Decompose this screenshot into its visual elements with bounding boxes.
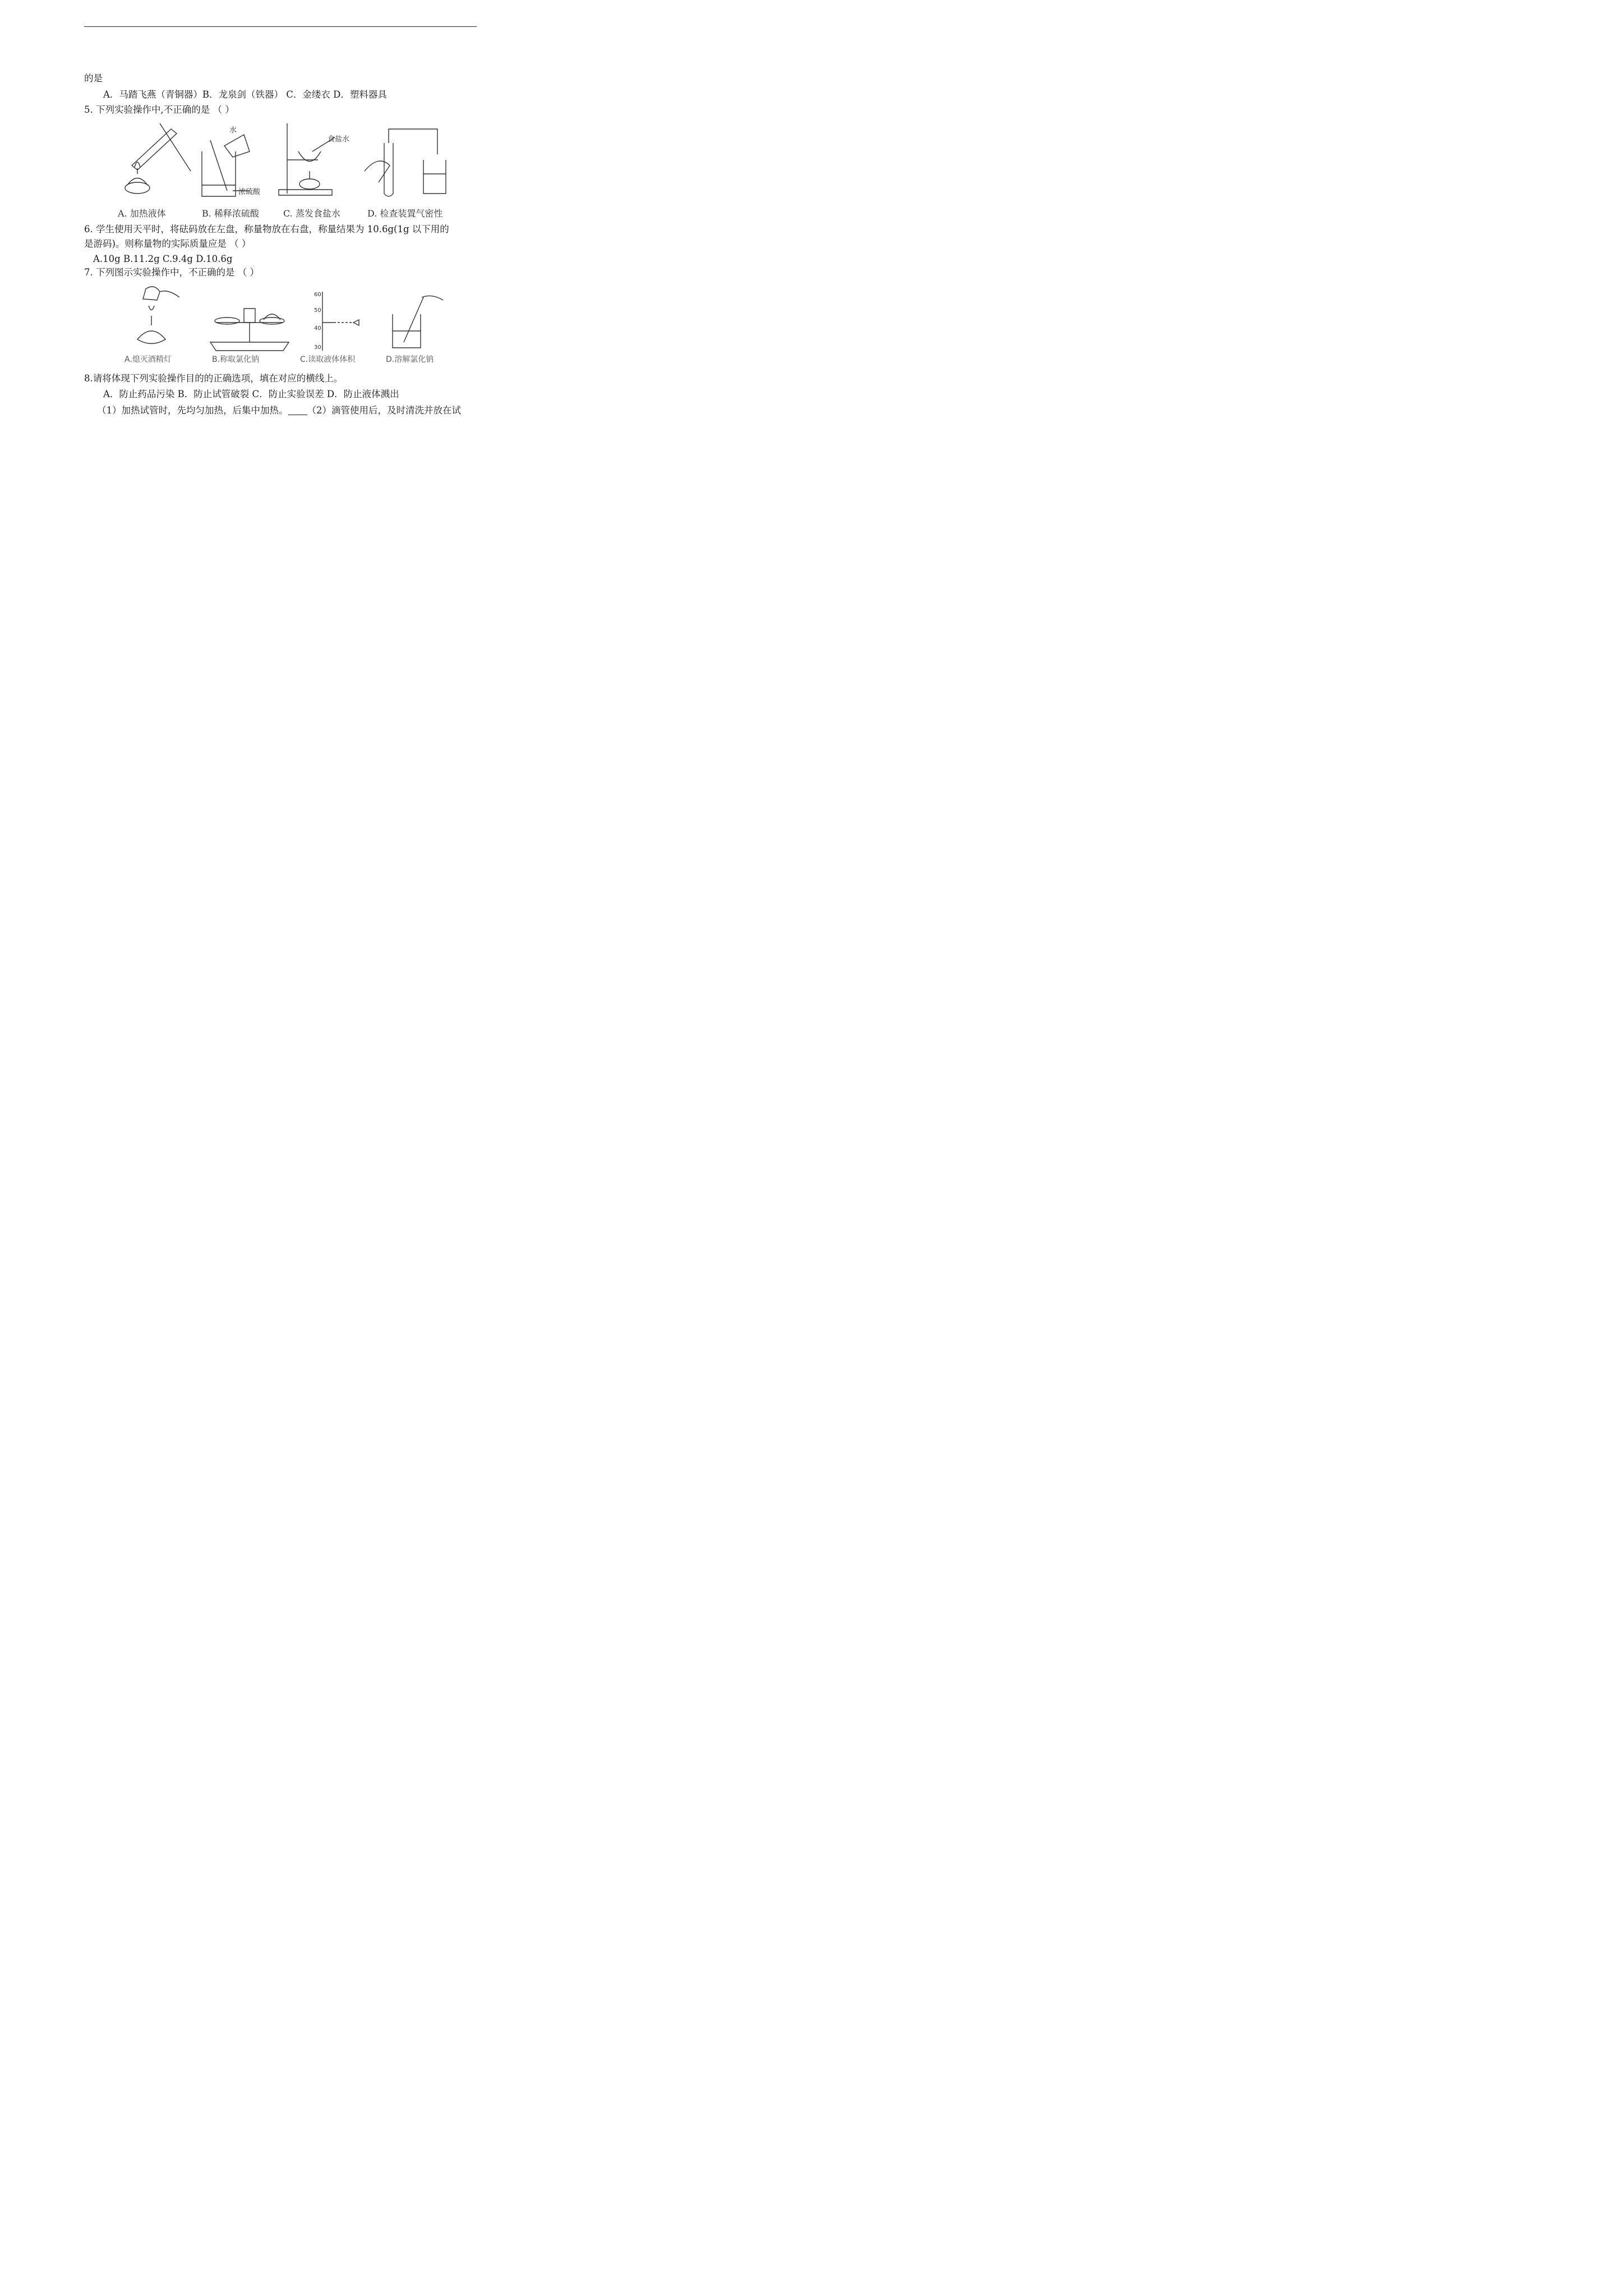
q5-caption-a: A. 加热液体 — [118, 208, 166, 219]
q5-caption-d: D. 检查装置气密性 — [367, 208, 443, 219]
answer-blank[interactable] — [288, 406, 307, 415]
heating-liquid-figure — [115, 118, 188, 202]
q7-caption-c: C.读取液体体积 — [300, 355, 356, 364]
q8-stem: 8.请将体现下列实验操作目的的正确选项，填在对应的横线上。 — [84, 373, 343, 384]
extinguish-lamp-figure — [129, 283, 185, 351]
q8-item-1-text: （1）加热试管时，先均匀加热，后集中加热。 — [97, 405, 288, 416]
acid-label: 浓硫酸 — [238, 188, 261, 196]
q6-stem-2: 是游码)。则称量物的实际质量应是 （ ） — [84, 238, 251, 249]
dissolve-figure — [387, 289, 454, 351]
q7-caption-a: A.熄灭酒精灯 — [125, 355, 172, 364]
q5-stem: 5. 下列实验操作中,不正确的是 （ ） — [84, 104, 234, 115]
salt-water-label: 食盐水 — [328, 135, 350, 144]
q8-item-2-text: （2）滴管使用后，及时清洗并放在试 — [307, 405, 461, 416]
q7-stem: 7. 下列图示实验操作中，不正确的是 （ ） — [84, 267, 259, 278]
q6-stem-1: 6. 学生使用天平时，将砝码放在左盘，称量物放在右盘，称量结果为 10.6g(1g 以下用的 — [84, 224, 449, 234]
q5-caption-b: B. 稀释浓硫酸 — [202, 208, 259, 219]
diluting-acid-figure — [193, 123, 266, 202]
cylinder-figure — [314, 292, 370, 353]
q7-caption-b: B.称取氯化钠 — [212, 355, 260, 364]
water-label: 水 — [229, 126, 237, 135]
tick-30: 30 — [314, 344, 321, 351]
q8-item-1 — [97, 404, 461, 417]
q4-options: A．马踏飞燕（青铜器）B．龙泉剑（铁器） C．金缕衣 D．塑料器具 — [103, 89, 387, 100]
text-line: 的是 — [84, 73, 103, 84]
q8-options: A．防止药品污染 B．防止试管破裂 C．防止实验误差 D．防止液体溅出 — [103, 389, 399, 399]
q5-caption-c: C. 蒸发食盐水 — [283, 208, 340, 219]
evaporation-figure — [276, 118, 360, 202]
tick-50: 50 — [314, 307, 321, 314]
q6-options: A.10g B.11.2g C.9.4g D.10.6g — [93, 254, 233, 264]
airtightness-figure — [362, 121, 451, 199]
balance-figure — [205, 297, 294, 353]
tick-60: 60 — [314, 292, 321, 298]
header-rule — [84, 26, 477, 27]
tick-40: 40 — [314, 325, 321, 332]
q7-caption-d: D.溶解氯化钠 — [386, 355, 434, 364]
